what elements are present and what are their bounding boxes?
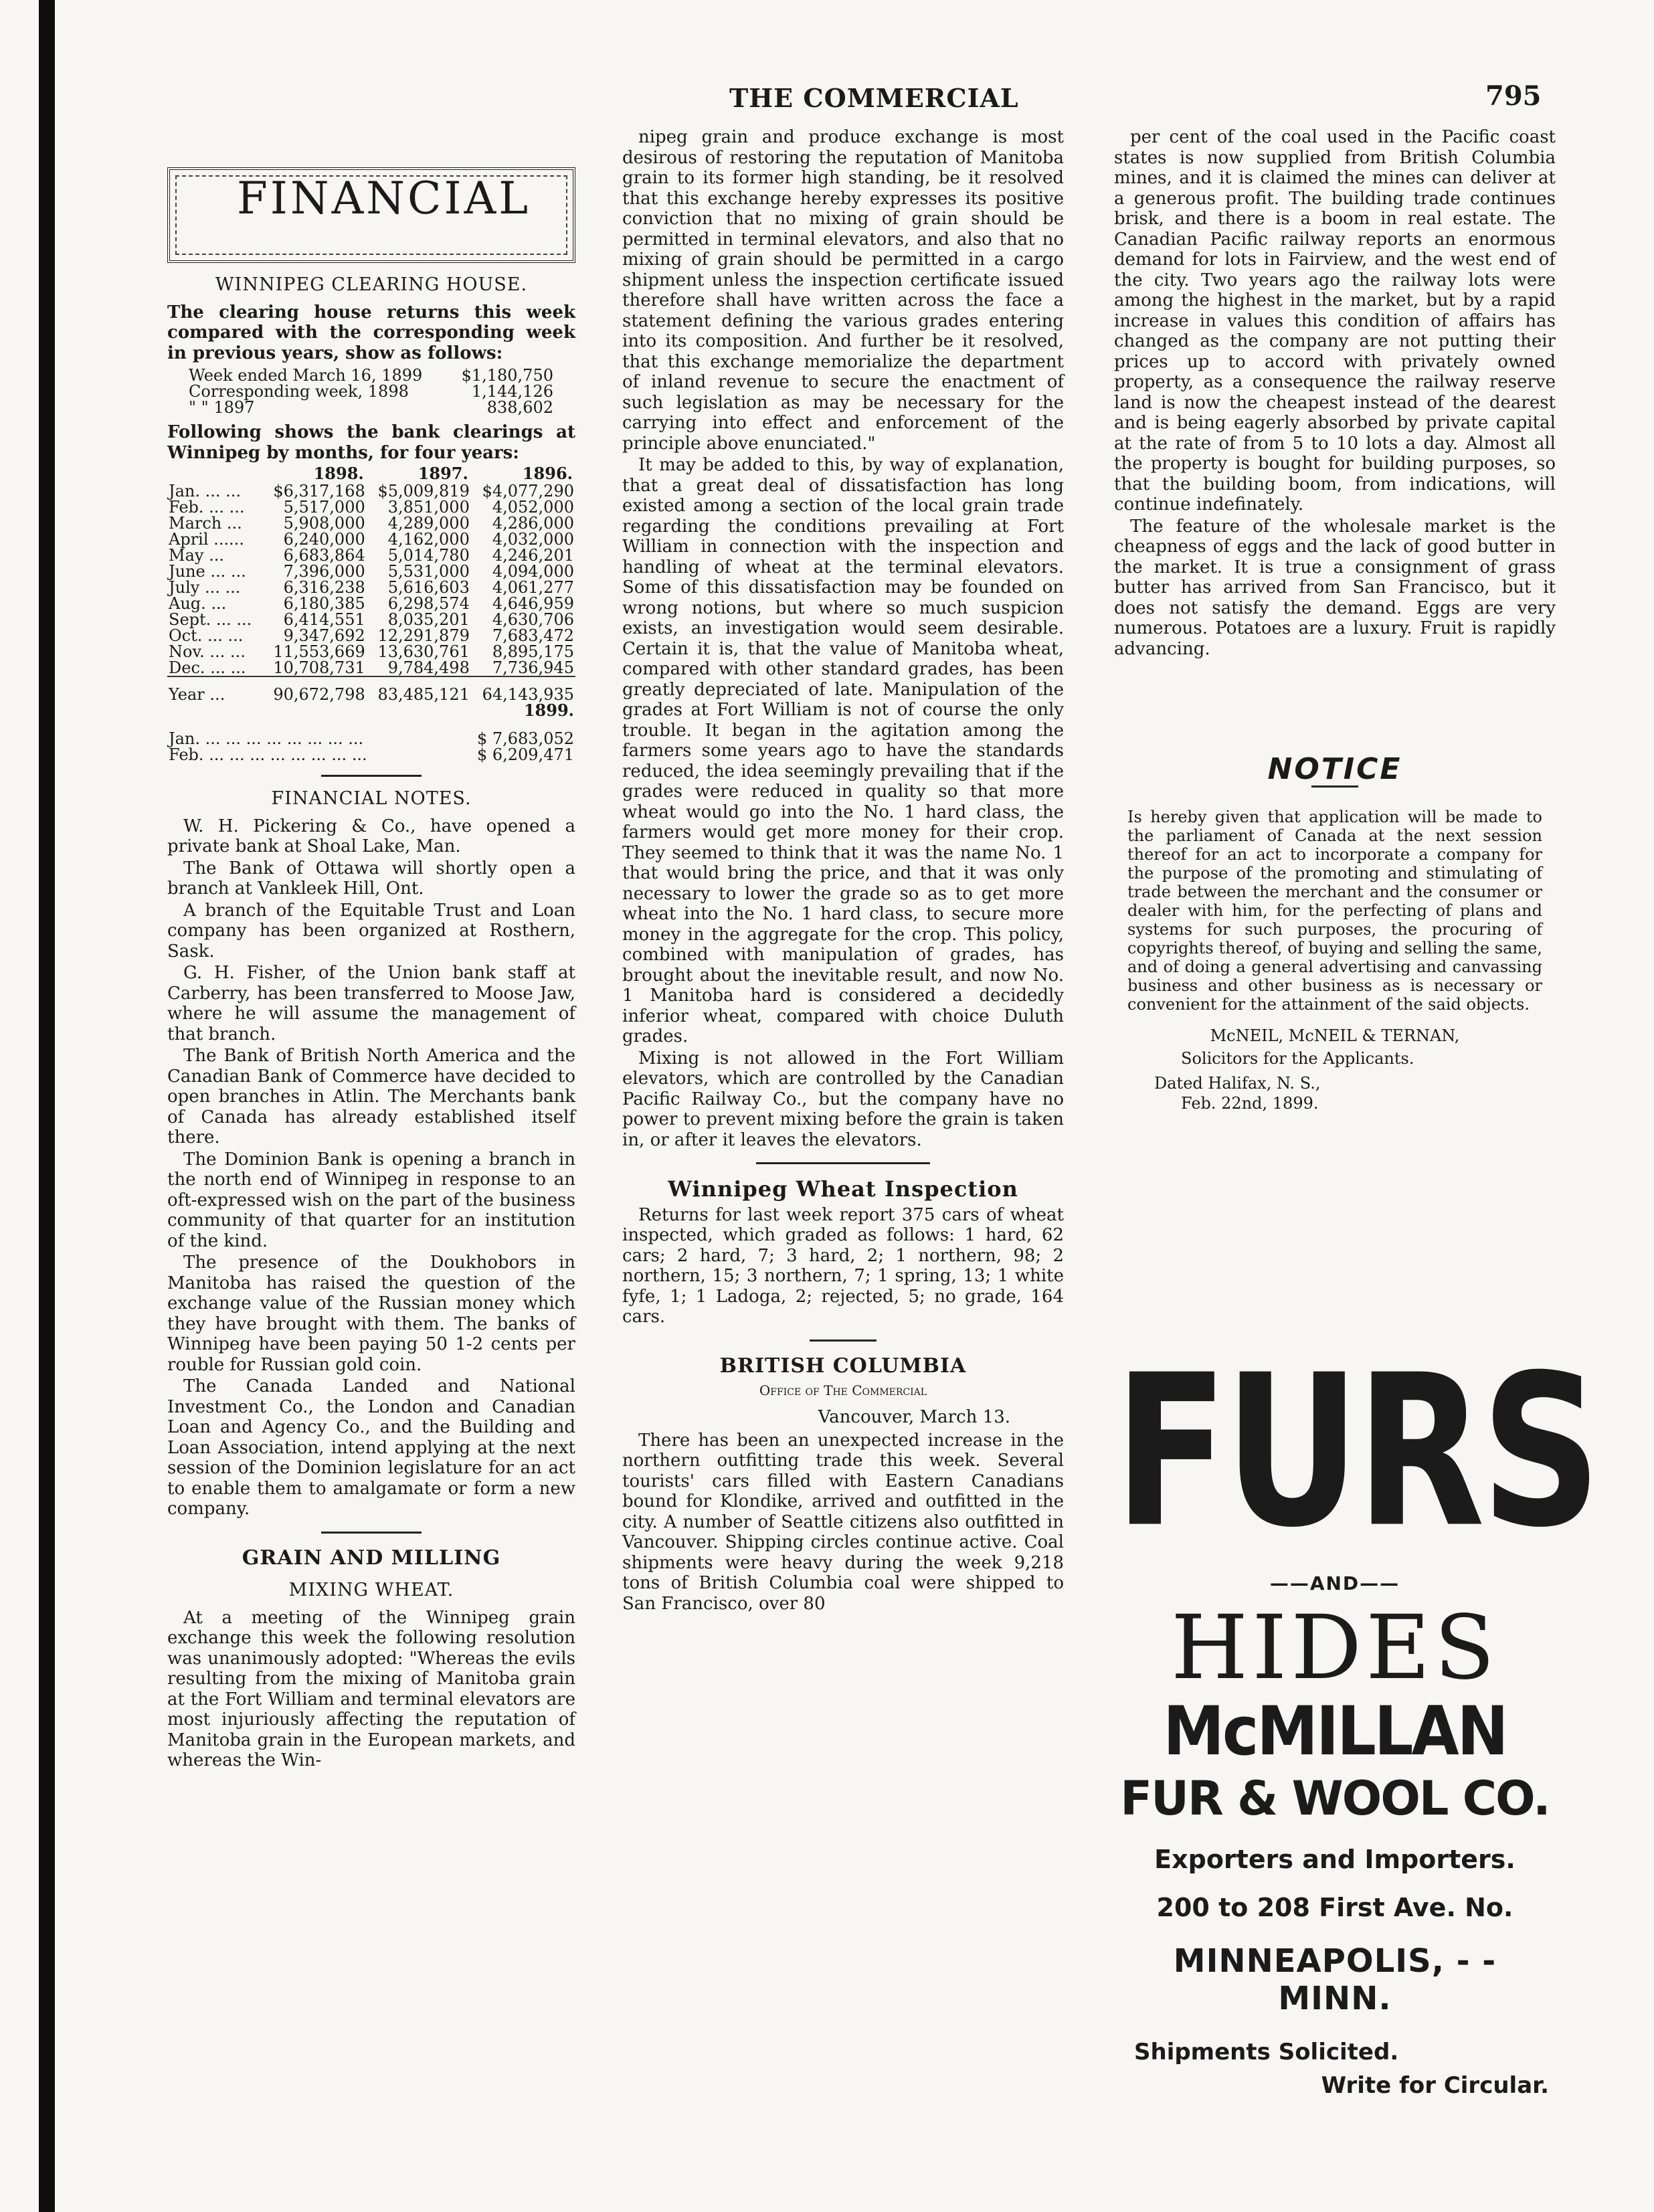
weekly-table xyxy=(187,367,555,416)
financial-banner-title: FINANCIAL xyxy=(230,189,537,209)
dateline: Vancouver, March 13. xyxy=(818,1407,1010,1427)
financial-banner xyxy=(167,167,575,263)
table-row: Jan. ... ... $6,317,168 $5,009,819 $4,077,290 xyxy=(169,482,574,500)
jan-feb-1899-table xyxy=(167,731,575,763)
paragraph: per cent of the coal used in the Pacific coast states is now supplied from British Columbia mines, and it is claimed the mines can deliver at a generous profit. The building trade continues brisk, and there is a boom in real estate. The Canadian Pacific railway reports an enormous demand for lots in Fairview, and the west end of the city. Two years ago the railway lots were among the highest in the market, but by a rapid increase in values this condition of affairs has changed as the company are not putting their prices up to accord with privately owned property, as a consequence the railway reserve land is now the cheapest instead of the dearest and is being eagerly absorbed by private capital at the rate of from 5 to 10 lots a day. Almost all the property is bought for building purposes, so that the building boom, from indications, will continue indefinately. xyxy=(1114,127,1556,515)
mixing-wheat-heading: MIXING WHEAT. xyxy=(288,1580,454,1600)
clearing-heading: WINNIPEG CLEARING HOUSE. xyxy=(215,274,528,295)
ad-hides: HIDES xyxy=(1171,1596,1499,1699)
paragraph: The Canada Landed and National Investment Co., the London and Canadian Loan and Agency Co., and the Building and Loan Association, intend applying at the next session of the Dominion legislature for an act to enable them to amalgamate or form a new company. xyxy=(167,1376,575,1519)
financial-notes-heading: FINANCIAL NOTES. xyxy=(271,788,472,809)
notice-dated: Dated Halifax, N. S., xyxy=(1154,1073,1321,1093)
paragraph: W. H. Pickering & Co., have opened a private bank at Shoal Lake, Man. xyxy=(167,816,575,856)
paragraph: A branch of the Equitable Trust and Loan company has been organized at Rosthern, Sask. xyxy=(167,900,575,961)
ad-address: 200 to 208 First Ave. No. xyxy=(1156,1893,1513,1922)
ad-furs: FURS xyxy=(1114,1329,1598,1574)
british-columbia-text: There has been an unexpected increase in the northern outfitting trade this week. Several tourists' cars filled with Eastern Canadians bound for Klondike, arrived and outfitted in the city. A number of Seattle citizens also outfitted in Vancouver. Shipping circles continue active. Coal shipments were heavy during the week 9,218 tons of British Columbia coal were shipped to San Francisco, over 80 xyxy=(622,1430,1064,1614)
mcmillan-advertisement xyxy=(1114,1329,1598,2099)
table-row: April ...... 6,240,000 4,162,000 4,032,000 xyxy=(169,530,574,549)
monthly-clearings-table xyxy=(167,464,575,719)
table-row: Aug. ... 6,180,385 6,298,574 4,646,959 xyxy=(169,594,574,613)
weekly-row: Week ended March 16, 1899 $1,180,750 xyxy=(189,366,553,385)
british-columbia-continued xyxy=(1114,127,1556,659)
paragraph: It may be added to this, by way of explanation, that a great deal of dissatisfaction has long existed among a section of the local grain trade regarding the conditions prevailing at Fort William in connection with the inspection and handling of wheat at the terminal elevators. Some of this dissatisfaction may be founded on wrong notions, but where so much suspicion exists, an investigation would seem desirable. Certain it is, that the value of Manitoba wheat, compared with other standard grades, has been greatly depreciated of late. Manipulation of the grades at Fort William is not of course the only trouble. It began in the agitation among the farmers some years ago to have the standards reduced, the idea seemingly prevailing that if the grades were reduced in quality so that more wheat would go into the No. 1 hard class, the farmers would get more money for their crop. They seemed to think that it was the name No. 1 that would bring the price, and that it was only necessary to lower the grade so as to get more wheat into the No. 1 hard class, to secure more money in the aggregate for the crop. This policy, combined with manipulation of grades, has brought about the inevitable result, and now No. 1 Manitoba hard is considered a decidedly inferior wheat, compared with choice Duluth grades. xyxy=(622,455,1064,1046)
scan-edge-bar xyxy=(39,0,55,2212)
page-number: 795 xyxy=(1485,80,1542,112)
paragraph: The feature of the wholesale market is the cheapness of eggs and the lack of good butter in the market. It is true a consignment of grass butter has arrived from San Francisco, but it does not satisfy the demand. Eggs are very numerous. Potatoes are a luxury. Fruit is rapidly advancing. xyxy=(1114,516,1556,659)
paragraph: G. H. Fisher, of the Union bank staff at Carberry, has been transferred to Moose Jaw, where he will assume the management of that branch. xyxy=(167,963,575,1044)
table-row: Feb. ... ... ... ... ... ... ... ... $ 6,209,471 xyxy=(169,745,574,764)
notice-firm: McNEIL, McNEIL & TERNAN, xyxy=(1210,1026,1460,1045)
office-of-commercial: Office of The Commercial xyxy=(759,1382,927,1398)
notice-heading: NOTICE xyxy=(1267,752,1402,786)
column-1 xyxy=(167,147,575,1772)
table-row: March ... 5,908,000 4,289,000 4,286,000 xyxy=(169,514,574,533)
monthly-intro: Following shows the bank clearings at Winnipeg by months, for four years: xyxy=(167,422,575,463)
paragraph: The presence of the Doukhobors in Manitoba has raised the question of the exchange value of the Russian money which they have brought with them. The banks of Winnipeg have been paying 50 1-2 cents per rouble for Russian gold coin. xyxy=(167,1253,575,1375)
ad-shipments: Shipments Solicited. xyxy=(1134,2039,1399,2065)
table-row: Nov. ... ... 11,553,669 13,630,761 8,895,175 xyxy=(169,642,574,661)
table-row: Sept. ... ... 6,414,551 8,035,201 4,630,706 xyxy=(169,610,574,629)
wheat-inspection-heading: Winnipeg Wheat Inspection xyxy=(668,1176,1018,1202)
column-2 xyxy=(622,127,1064,1615)
paragraph: The Bank of Ottawa will shortly open a branch at Vankleek Hill, Ont. xyxy=(167,858,575,899)
table-row: Feb. ... ... 5,517,000 3,851,000 4,052,000 xyxy=(169,498,574,517)
ad-and: ——AND—— xyxy=(1269,1572,1400,1594)
year-total-row: Year ... 90,672,798 83,485,121 64,143,935 xyxy=(167,676,575,703)
weekly-row: Corresponding week, 1898 1,144,126 xyxy=(189,382,553,401)
divider xyxy=(321,1532,422,1534)
paragraph: The Dominion Bank is opening a branch in the north end of Winnipeg in response to an oft-expressed wish on the part of the business community of that quarter for an institution of the kind. xyxy=(167,1149,575,1251)
financial-notes xyxy=(167,816,575,1519)
paragraph: nipeg grain and produce exchange is most desirous of restoring the reputation of Manitoba grain to its former high standing, be it resolved that this exchange hereby expresses its positive conviction that no mixing of grain should be permitted in terminal elevators, and also that no mixing of grain should be permitted in a cargo shipment unless the inspection certificate issued therefore shall have written across the face a statement defining the various grades entering into its composition. And further be it resolved, that this exchange memorialize the department of inland revenue to secure the enactment of such legislation as may be necessary for the carrying into effect and enforcement of the principle above enunciated." xyxy=(622,127,1064,454)
wheat-inspection-text: Returns for last week report 375 cars of wheat inspected, which graded as follows: 1 hard, 62 cars; 2 hard, 7; 3 hard, 2; 1 northern, 98; 2 northern, 15; 3 northern, 7; 1 spring, 13; 1 white fyfe, 1; 1 Ladoga, 2; rejected, 5; no grade, 164 cars. xyxy=(622,1204,1064,1327)
notice-role: Solicitors for the Applicants. xyxy=(1181,1049,1414,1068)
ad-city: MINNEAPOLIS, - - MINN. xyxy=(1173,1942,1497,2017)
notice-date: Feb. 22nd, 1899. xyxy=(1181,1094,1319,1113)
table-row: Oct. ... ... 9,347,692 12,291,879 7,683,472 xyxy=(169,626,574,645)
ad-company-name: McMILLAN xyxy=(1163,1691,1507,1771)
divider xyxy=(756,1162,930,1164)
grain-milling-heading: GRAIN AND MILLING xyxy=(242,1546,501,1570)
clearing-intro: The clearing house returns this week compared with the corresponding week in previous years, show as follows: xyxy=(167,302,575,363)
ad-write: Write for Circular. xyxy=(1321,2072,1549,2099)
divider xyxy=(810,1340,877,1342)
ad-company-type: FUR & WOOL CO. xyxy=(1120,1771,1550,1826)
table-row: Jan. ... ... ... ... ... ... ... ... $ 7,683,052 xyxy=(169,729,574,748)
year-1899-label: 1899. xyxy=(523,701,574,720)
mixing-wheat-continued xyxy=(622,127,1064,1150)
table-header-row: 1898. 1897. 1896. xyxy=(313,464,573,483)
table-row: June ... ... 7,396,000 5,531,000 4,094,000 xyxy=(169,562,574,581)
table-row: Dec. ... ... 10,708,731 9,784,498 7,736,945 xyxy=(169,658,574,677)
paragraph: Mixing is not allowed in the Fort William elevators, which are controlled by the Canadian Pacific Railway Co., but the company have no power to prevent mixing before the grain is taken in, or after it leaves the elevators. xyxy=(622,1048,1064,1150)
table-row: July ... ... 6,316,238 5,616,603 4,061,277 xyxy=(169,578,574,597)
ad-trade: Exporters and Importers. xyxy=(1154,1845,1515,1874)
british-columbia-heading: BRITISH COLUMBIA xyxy=(719,1354,967,1378)
column-3 xyxy=(1114,127,1556,1114)
paragraph: The Bank of British North America and the Canadian Bank of Commerce have decided to open branches in Atlin. The Merchants bank of Canada has already established itself there. xyxy=(167,1046,575,1147)
weekly-row: " " 1897 838,602 xyxy=(189,398,553,417)
page-title: THE COMMERCIAL xyxy=(729,83,1019,113)
table-row: May ... 6,683,864 5,014,780 4,246,201 xyxy=(169,546,574,565)
mixing-wheat-text: At a meeting of the Winnipeg grain exchange this week the following resolution was unanimously adopted: "Whereas the evils resulting from the mixing of Manitoba grain at the Fort William and terminal elevators are most injuriously affecting the reputation of Manitoba grain in the European markets, and whereas the Win- xyxy=(167,1607,575,1770)
notice-body: Is hereby given that application will be made to the parliament of Canada at the next session thereof for an act to incorporate a company for the purpose of the promoting and stimulating of trade between the merchant and the consumer or dealer with him, for the perfecting of plans and systems for such purposes, the procuring of copyrights thereof, of buying and selling the same, and of doing a general advertising and canvassing business and other business as is necessary or convenient for the attainment of the said objects. xyxy=(1127,807,1542,1014)
divider xyxy=(321,775,422,777)
